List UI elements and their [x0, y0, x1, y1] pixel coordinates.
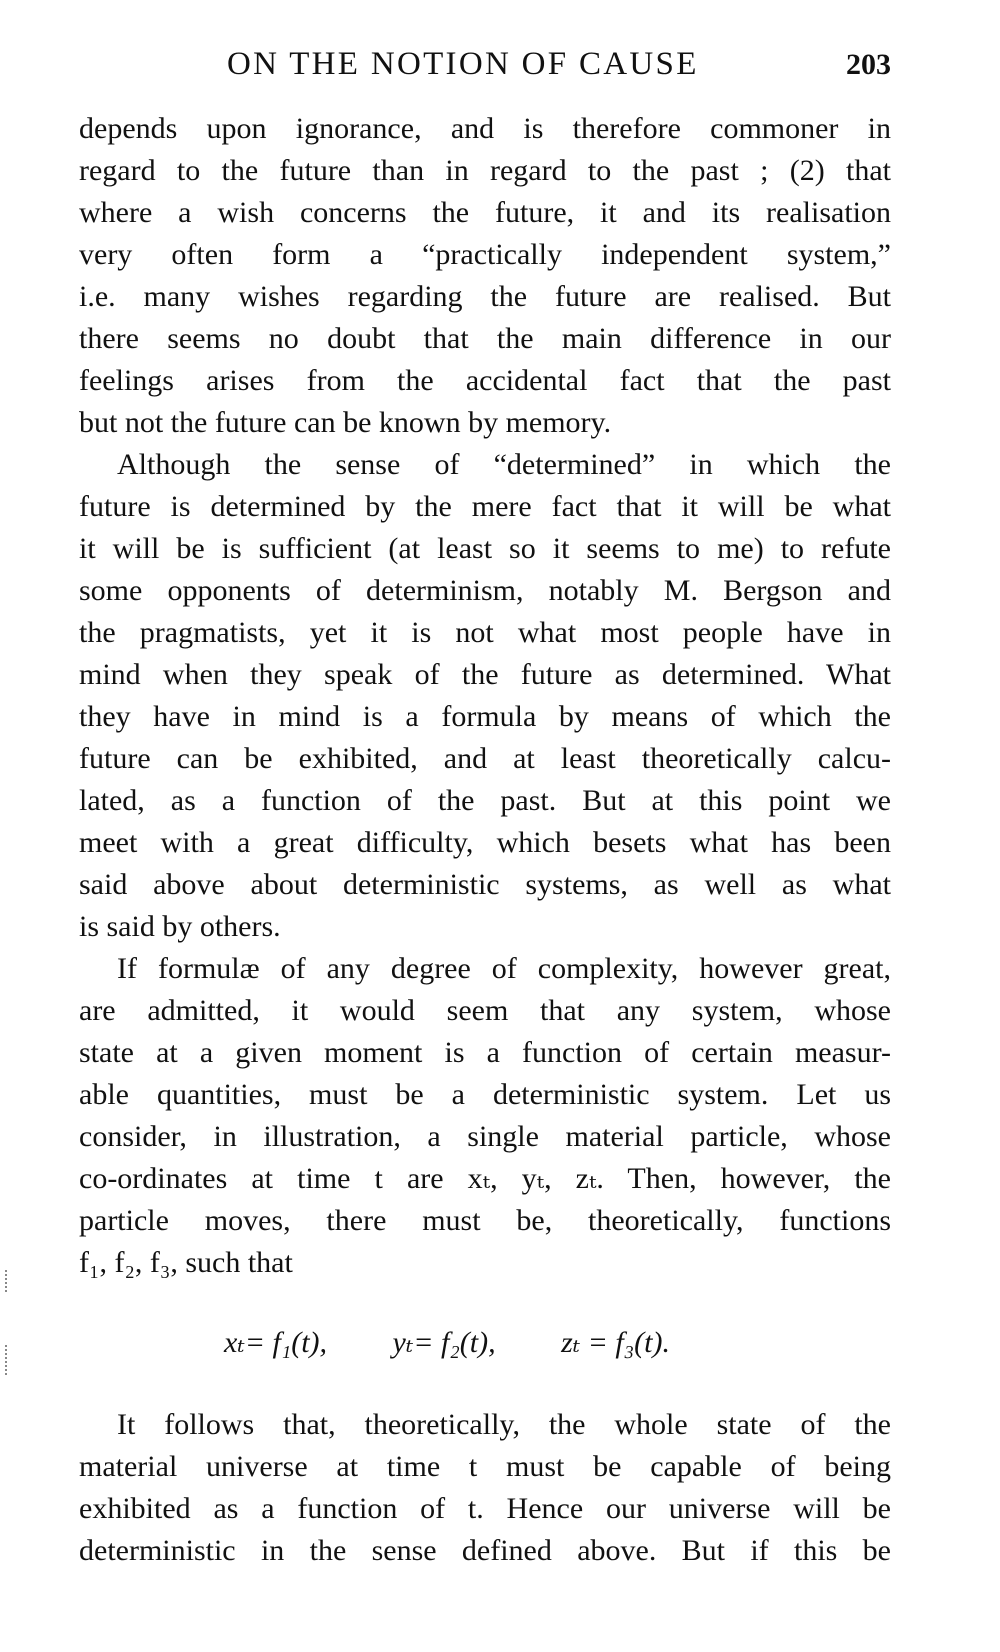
scan-margin-mark	[5, 1345, 9, 1375]
text-line: exhibited as a function of t. Hence our universe will be	[79, 1492, 891, 1525]
text-line: able quantities, must be a deterministic system. Let us	[79, 1078, 891, 1111]
scan-margin-mark	[5, 1270, 9, 1292]
text-line: mind when they speak of the future as determined. What	[79, 658, 891, 691]
text-line: said above about deterministic systems, as well as what	[79, 868, 891, 901]
text-line: meet with a great difficulty, which besets what has been	[79, 826, 891, 859]
text-line: some opponents of determinism, notably M. Bergson and	[79, 574, 891, 607]
text-line: they have in mind is a formula by means of which the	[79, 700, 891, 733]
page-header	[79, 46, 891, 90]
text-line: consider, in illustration, a single material particle, whose	[79, 1120, 891, 1153]
text-line: there seems no doubt that the main difference in our	[79, 322, 891, 355]
running-head: ON THE NOTION OF CAUSE	[227, 46, 699, 82]
paragraph-1	[79, 108, 891, 444]
text-line: deterministic in the sense defined above. But if this be	[79, 1534, 891, 1567]
text-line: i.e. many wishes regarding the future are realised. But	[79, 280, 891, 313]
text-line: it will be is sufficient (at least so it seems to me) to refute	[79, 532, 891, 565]
text-line: future can be exhibited, and at least theoretically calcu-	[79, 742, 891, 775]
text-line: depends upon ignorance, and is therefore commoner in	[79, 112, 891, 145]
text-line: It follows that, theoretically, the whole state of the	[117, 1408, 891, 1441]
text-line: state at a given moment is a function of certain measur-	[79, 1036, 891, 1069]
text-line: but not the future can be known by memory.	[79, 406, 612, 439]
text-line: feelings arises from the accidental fact that the past	[79, 364, 891, 397]
paragraph-3	[79, 948, 891, 1284]
text-line: lated, as a function of the past. But at this point we	[79, 784, 891, 817]
body-text	[79, 108, 891, 1572]
paragraph-2	[79, 444, 891, 948]
display-equation	[79, 1322, 891, 1364]
text-line: are admitted, it would seem that any system, whose	[79, 994, 891, 1027]
text-line: is said by others.	[79, 910, 281, 943]
text-line: the pragmatists, yet it is not what most people have in	[79, 616, 891, 649]
text-line: particle moves, there must be, theoretically, functions	[79, 1204, 891, 1237]
text-line: very often form a “practically independent system,”	[79, 238, 891, 271]
text-line: where a wish concerns the future, it and its realisation	[79, 196, 891, 229]
page-number: 203	[846, 48, 891, 81]
equation-z: zₜ = f₃(t).	[561, 1326, 670, 1359]
text-line: future is determined by the mere fact that it will be what	[79, 490, 891, 523]
text-line: Although the sense of “determined” in which the	[117, 448, 891, 481]
equation-x: xₜ= f₁(t),	[224, 1326, 328, 1359]
text-line: If formulæ of any degree of complexity, however great,	[117, 952, 891, 985]
equation-y: yₜ= f₂(t),	[392, 1326, 496, 1359]
text-line: co-ordinates at time t are xₜ, yₜ, zₜ. Then, however, the	[79, 1162, 891, 1195]
text-line: f₁, f₂, f₃, such that	[79, 1246, 293, 1279]
text-line: regard to the future than in regard to the past ; (2) that	[79, 154, 891, 187]
text-line: material universe at time t must be capable of being	[79, 1450, 891, 1483]
paragraph-4	[79, 1404, 891, 1572]
